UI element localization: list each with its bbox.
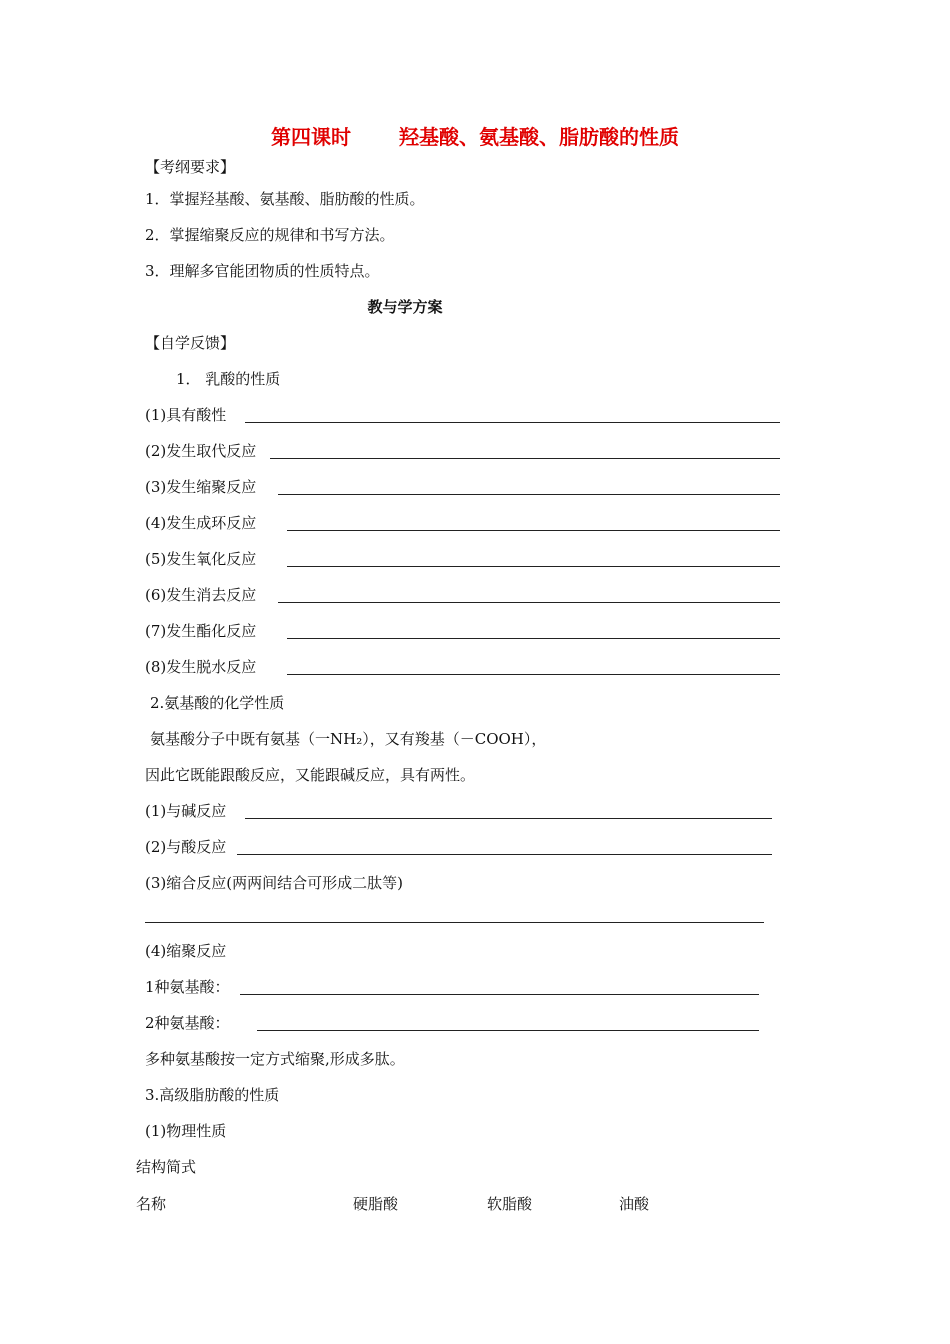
amino-heading: 2.氨基酸的化学性质	[150, 694, 285, 712]
blank-line	[257, 1030, 759, 1031]
plan-heading: 教与学方案	[367, 298, 443, 316]
amino-intro-1: 氨基酸分子中既有氨基（一NH₂），又有羧基（－COOH），	[150, 730, 547, 748]
fatty-name-stearic: 硬脂酸	[353, 1195, 399, 1213]
fatty-formula-label: 结构简式	[136, 1158, 197, 1176]
amino-note: 多种氨基酸按一定方式缩聚,形成多肽。	[145, 1050, 405, 1068]
blank-line	[287, 638, 780, 639]
fatty-name-label: 名称	[136, 1195, 167, 1213]
lesson-label: 第四课时	[271, 125, 351, 149]
lactic-item-2: (2)发生取代反应	[145, 442, 257, 460]
blank-line	[270, 458, 780, 459]
requirements-heading: 【考纲要求】	[145, 158, 236, 176]
amino-two-kinds: 2种氨基酸：	[145, 1014, 230, 1032]
blank-line	[278, 602, 780, 603]
requirement-item-3: 3．理解多官能团物质的性质特点。	[145, 262, 380, 280]
amino-intro-2: 因此它既能跟酸反应，又能跟碱反应，具有两性。	[145, 766, 476, 784]
amino-acid-reaction: (2)与酸反应	[145, 838, 227, 856]
blank-line	[240, 994, 759, 995]
page-title	[0, 124, 950, 150]
amino-polycondensation: (4)缩聚反应	[145, 942, 227, 960]
fatty-heading: 3.高级脂肪酸的性质	[145, 1086, 280, 1104]
requirement-item-1: 1．掌握羟基酸、氨基酸、脂肪酸的性质。	[145, 190, 425, 208]
blank-line	[287, 674, 780, 675]
requirement-item-2: 2．掌握缩聚反应的规律和书写方法。	[145, 226, 395, 244]
blank-line	[245, 422, 780, 423]
fatty-physical: (1)物理性质	[145, 1122, 227, 1140]
amino-condensation: (3)缩合反应(两两间结合可形成二肽等)	[145, 874, 403, 892]
blank-line	[237, 854, 772, 855]
fatty-name-oleic: 油酸	[619, 1195, 650, 1213]
lactic-item-5: (5)发生氧化反应	[145, 550, 257, 568]
amino-base-reaction: (1)与碱反应	[145, 802, 227, 820]
lactic-item-8: (8)发生脱水反应	[145, 658, 257, 676]
feedback-heading: 【自学反馈】	[145, 334, 236, 352]
lactic-item-3: (3)发生缩聚反应	[145, 478, 257, 496]
blank-line	[245, 818, 772, 819]
lactic-item-1: (1)具有酸性	[145, 406, 227, 424]
lactic-item-4: (4)发生成环反应	[145, 514, 257, 532]
lactic-heading: 1． 乳酸的性质	[176, 370, 281, 388]
blank-line	[145, 922, 764, 923]
fatty-name-palmitic: 软脂酸	[487, 1195, 533, 1213]
amino-one-kind: 1种氨基酸：	[145, 978, 230, 996]
blank-line	[287, 530, 780, 531]
lesson-topic: 羟基酸、氨基酸、脂肪酸的性质	[399, 125, 679, 149]
lactic-item-6: (6)发生消去反应	[145, 586, 257, 604]
lactic-item-7: (7)发生酯化反应	[145, 622, 257, 640]
blank-line	[287, 566, 780, 567]
blank-line	[278, 494, 780, 495]
